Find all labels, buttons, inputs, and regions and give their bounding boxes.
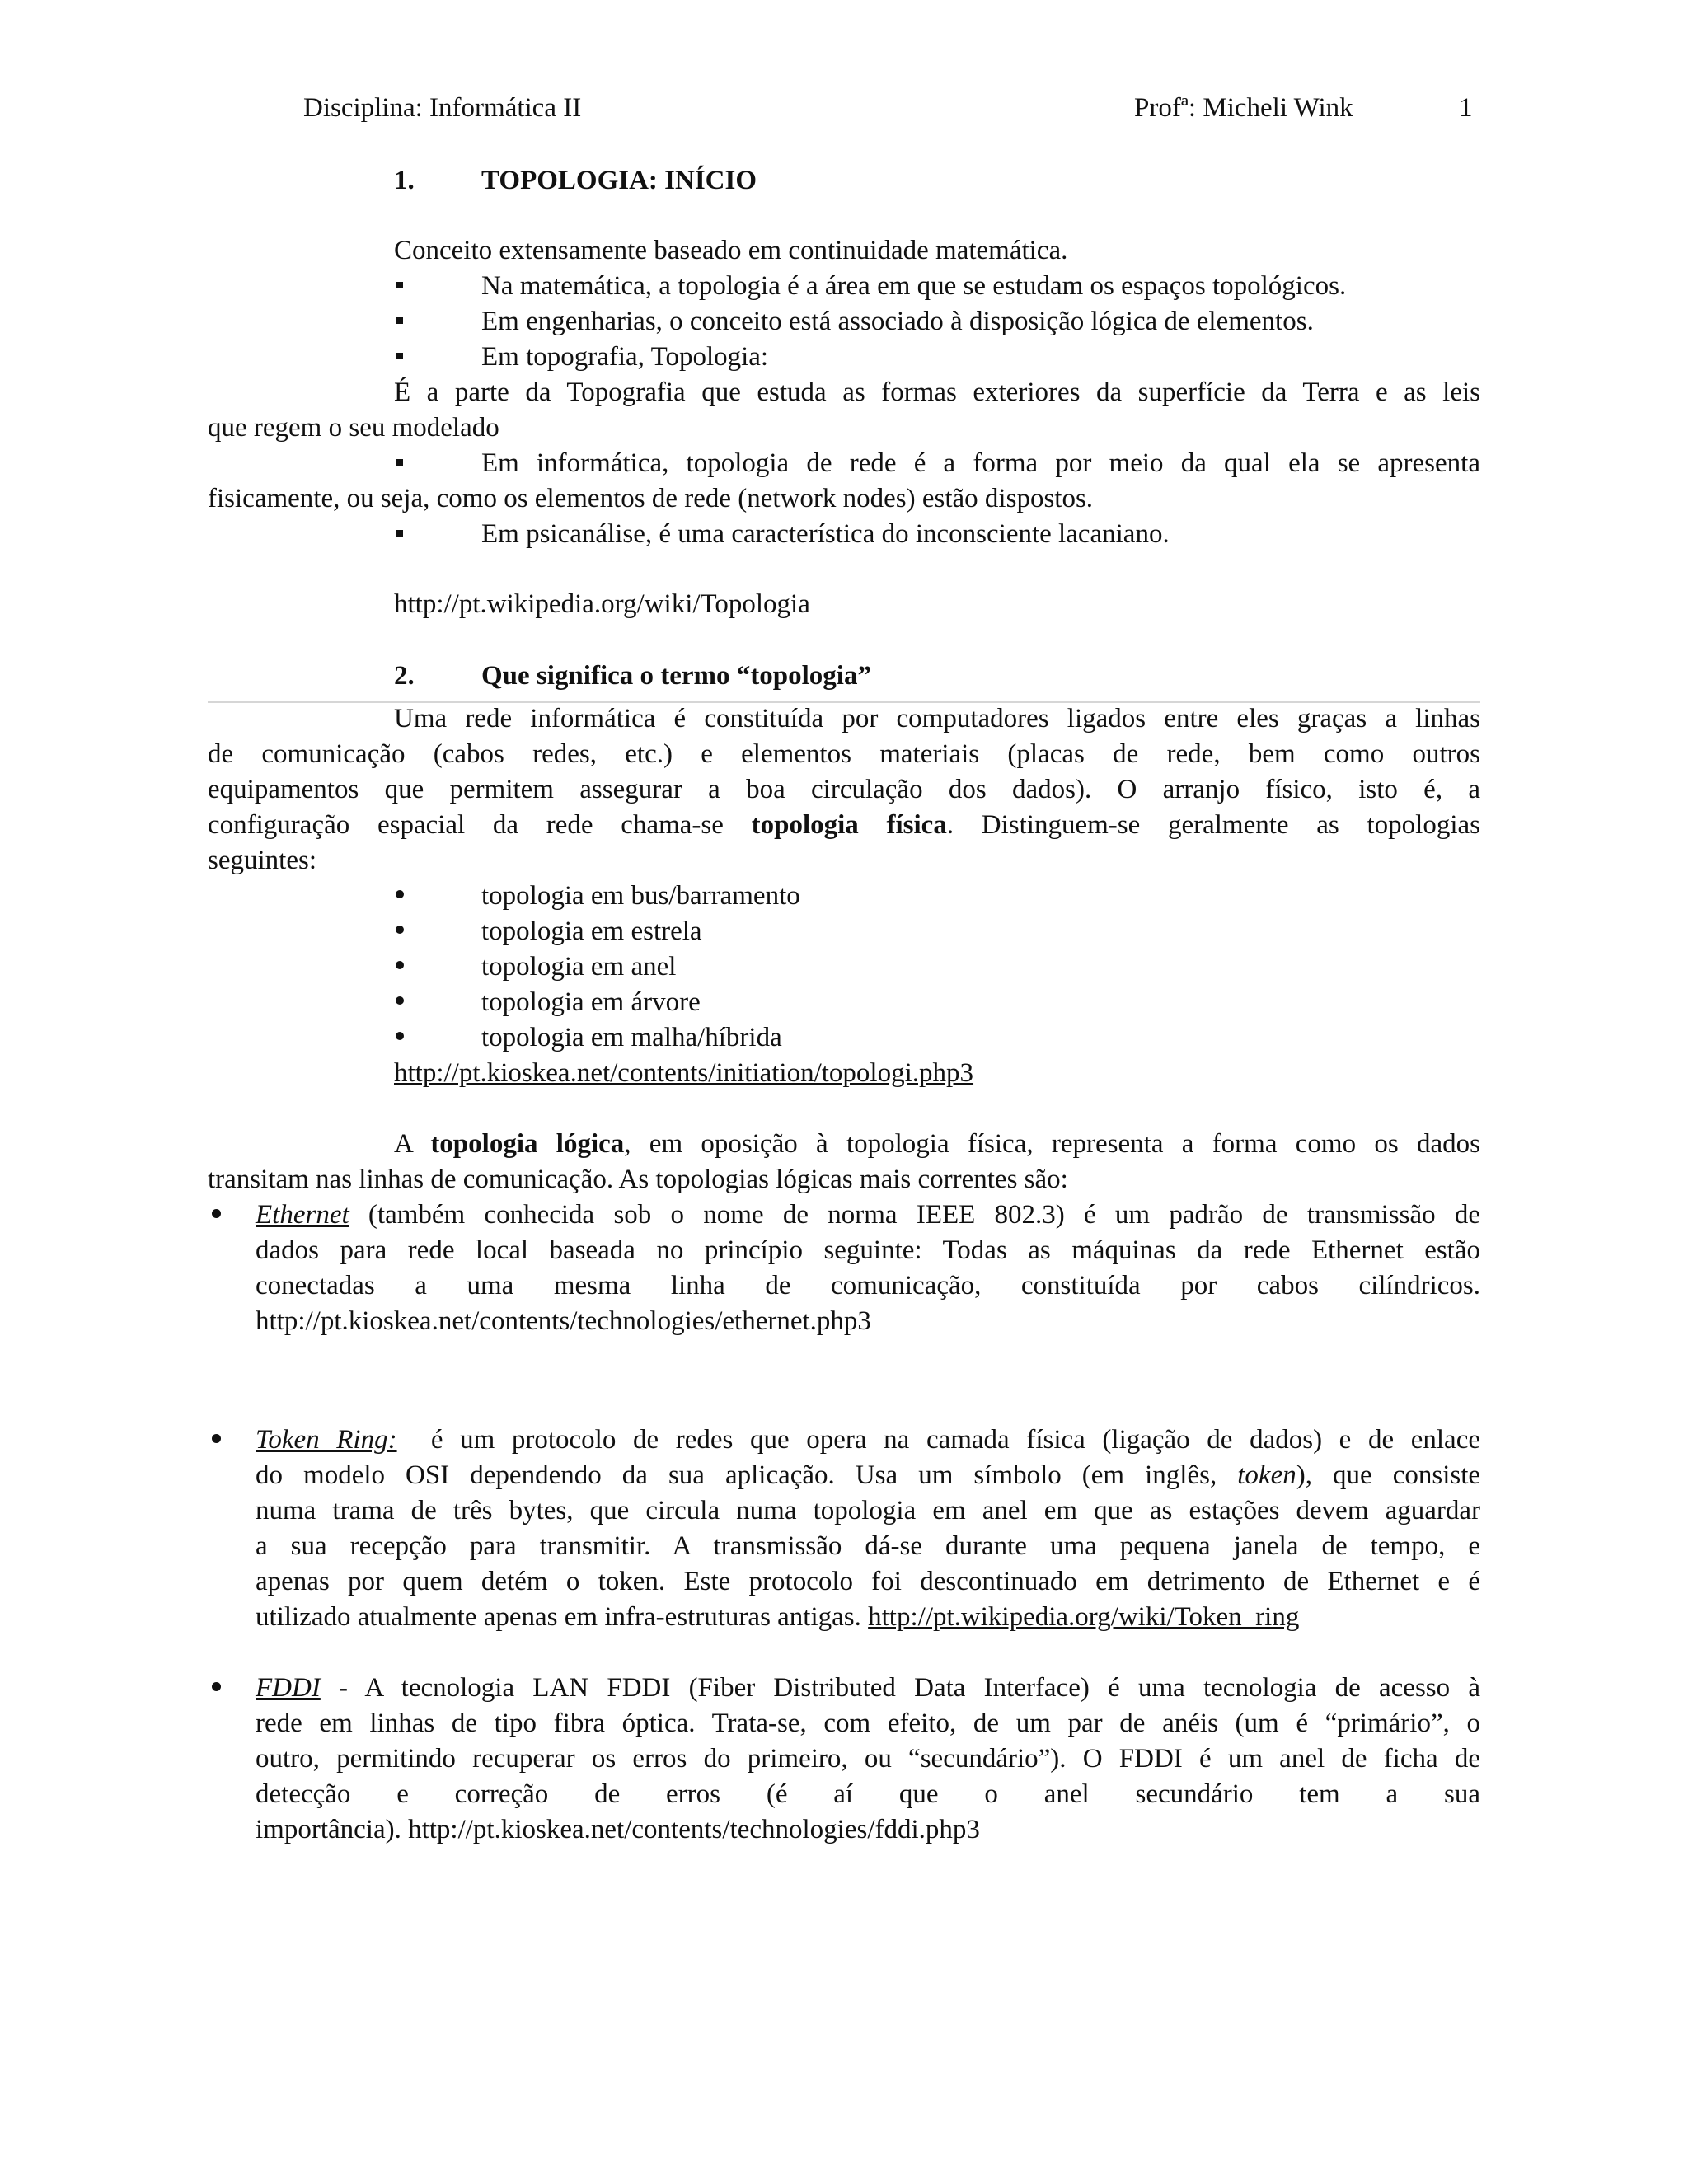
para1-line-4 [208,808,1480,844]
fddi-line-2: rede em linhas de tipo fibra óptica. Trata-se, com efeito, de um par de anéis (um é “primário”, o [256,1708,1480,1738]
para2-line-1 [394,1127,1480,1163]
topologia-fisica-term: topologia física [751,810,947,840]
ethernet-source: http://pt.kioskea.net/contents/technologies/ethernet.php3 [256,1306,871,1336]
ethernet-term: Ethernet [256,1200,349,1230]
section1-bullet-3: Em topografia, Topologia: [481,342,769,372]
fddi-line-1 [256,1671,1480,1707]
token-ring-line-3: numa trama de três bytes, que circula numa topologia em anel em que as estações devem aguardar [256,1496,1480,1526]
token-ring-term: Token Ring: [256,1425,397,1455]
bullet-dot-icon [396,890,404,898]
para1-line-2: de comunicação (cabos redes, etc.) e elementos materiais (placas de rede, bem como outros [208,739,1480,769]
square-bullet-icon [396,530,403,537]
topografia-line-2: que regem o seu modelado [208,413,499,443]
para1-line-4-post: . Distinguem-se geralmente as topologias [946,810,1480,840]
token-ring-line-6 [256,1600,1299,1636]
ethernet-line-2: dados para rede local baseada no princípio seguinte: Todas as máquinas da rede Ethernet estão [256,1235,1480,1265]
section1-bullet-1: Na matemática, a topologia é a área em que se estudam os espaços topológicos. [481,271,1347,301]
token-ring-line-1 [256,1422,1480,1459]
para2-line-2: transitam nas linhas de comunicação. As topologias lógicas mais correntes são: [208,1165,1068,1194]
bullet-dot-icon [212,1434,221,1443]
fddi-line-3: outro, permitindo recuperar os erros do primeiro, ou “secundário”). O FDDI é um anel de ficha de [256,1744,1480,1774]
section2-title: Que significa o termo “topologia” [481,661,871,691]
token-ring-line-1-rest: é um protocolo de redes que opera na camada física (ligação de dados) e de enlace [430,1425,1480,1455]
physical-topology-item: topologia em estrela [481,916,702,946]
section1-title: TOPOLOGIA: INÍCIO [481,166,757,195]
token-ring-line-2-pre: do modelo OSI dependendo da sua aplicação. Usa um símbolo (em inglês, [256,1460,1217,1490]
ethernet-line-1 [256,1197,1480,1234]
bullet-dot-icon [396,996,404,1005]
page-number: 1 [1459,93,1473,123]
para1-line-4-pre: configuração espacial da rede chama-se [208,810,724,840]
para1-line-1: Uma rede informática é constituída por computadores ligados entre eles graças a linhas [394,704,1480,733]
section1-bullet-4-line-2: fisicamente, ou seja, como os elementos de rede (network nodes) estão dispostos. [208,484,1094,513]
fddi-line-1-rest: - A tecnologia LAN FDDI (Fiber Distributed Data Interface) é uma tecnologia de acesso à [339,1673,1480,1703]
section2-number: 2. [394,661,415,691]
topografia-line-1: É a parte da Topografia que estuda as formas exteriores da superfície da Terra e as leis [394,377,1480,407]
fddi-line-5: importância). http://pt.kioskea.net/contents/technologies/fddi.php3 [256,1815,980,1844]
section1-intro: Conceito extensamente baseado em continuidade matemática. [394,236,1068,265]
para1-line-5: seguintes: [208,846,316,875]
bullet-dot-icon [396,926,404,934]
bullet-dot-icon [212,1682,221,1691]
physical-topology-item: topologia em anel [481,952,677,982]
token-ring-line-5: apenas por quem detém o token. Este protocolo foi descontinuado em detrimento de Ethernet e é [256,1567,1480,1596]
topologia-logica-term: topologia lógica [430,1129,625,1159]
section1-bullet-4-line-1: Em informática, topologia de rede é a forma por meio da qual ela se apresenta [481,448,1480,478]
token-ring-line-2 [256,1458,1480,1494]
token-italic: token [1237,1460,1296,1490]
page-header [0,91,1688,127]
bullet-dot-icon [396,961,404,969]
ethernet-line-3: conectadas a uma mesma linha de comunicação, constituída por cabos cilíndricos. [256,1271,1480,1301]
section1-source: http://pt.wikipedia.org/wiki/Topologia [394,589,810,619]
token-ring-line-2-post: ), que consiste [1296,1460,1481,1490]
section1-number: 1. [394,166,415,195]
fddi-line-4: detecção e correção de erros (é aí que o anel secundário tem a sua [256,1779,1480,1809]
bullet-dot-icon [212,1209,221,1218]
fddi-term: FDDI [256,1673,321,1703]
square-bullet-icon [396,317,403,324]
section1-bullet-5: Em psicanálise, é uma característica do inconsciente lacaniano. [481,519,1170,549]
kioskea-topologia-link[interactable]: http://pt.kioskea.net/contents/initiation/topologi.php3 [394,1058,974,1088]
physical-topology-item: topologia em bus/barramento [481,881,800,911]
teacher-name: Profª: Micheli Wink [1134,93,1353,123]
square-bullet-icon [396,282,403,288]
para2-line-1-post: , em oposição à topologia física, representa a forma como os dados [624,1129,1480,1159]
para1-line-3: equipamentos que permitem assegurar a boa circulação dos dados). O arranjo físico, isto é, a [208,775,1480,804]
bullet-dot-icon [396,1032,404,1040]
square-bullet-icon [396,353,403,359]
token-ring-line-4: a sua recepção para transmitir. A transmissão dá-se durante uma pequena janela de tempo, e [256,1531,1480,1561]
ethernet-line-1-rest: (também conhecida sob o nome de norma IEEE 802.3) é um padrão de transmissão de [368,1200,1480,1230]
wikipedia-token-ring-link[interactable]: http://pt.wikipedia.org/wiki/Token_ring [868,1602,1300,1632]
para2-line-1-pre: A [394,1129,413,1159]
physical-topology-item: topologia em árvore [481,987,701,1017]
square-bullet-icon [396,459,403,466]
section1-bullet-2: Em engenharias, o conceito está associado à disposição lógica de elementos. [481,307,1314,336]
physical-topology-item: topologia em malha/híbrida [481,1023,782,1052]
course-name: Disciplina: Informática II [303,93,582,123]
token-ring-line-6-text: utilizado atualmente apenas em infra-estruturas antigas. [256,1602,861,1632]
